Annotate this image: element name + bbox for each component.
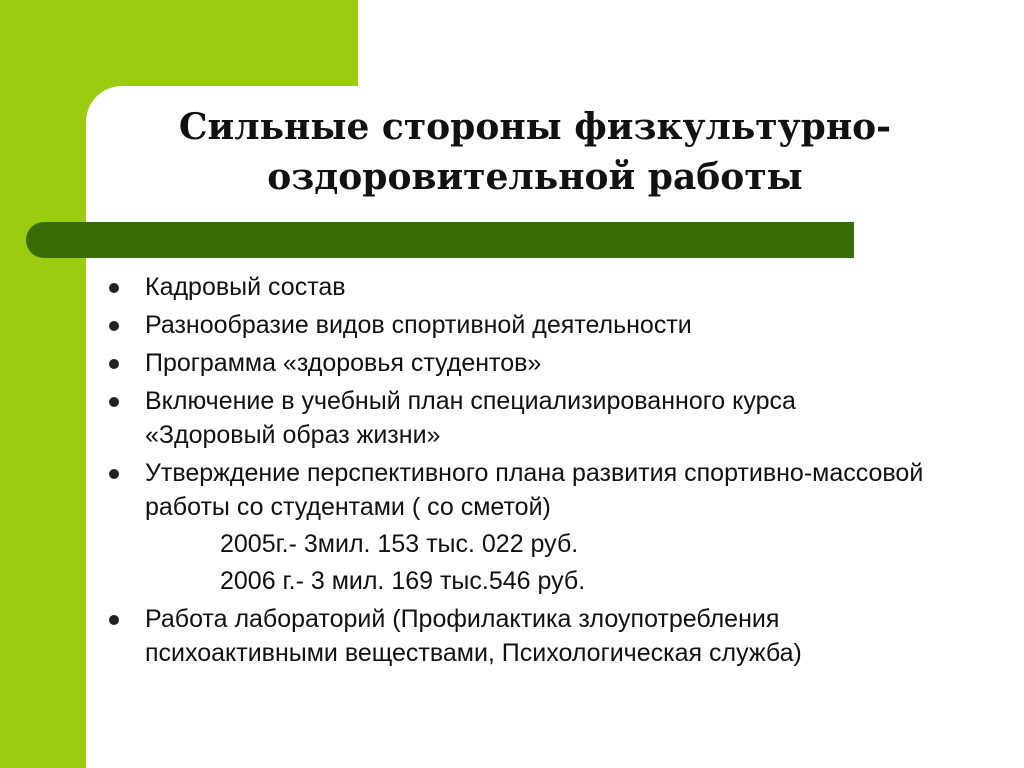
title-divider-bar — [26, 222, 854, 258]
list-item — [100, 384, 930, 452]
list-item-text: Работа лабораторий (Профилактика злоупотребления психоактивными веществами, Психологическая служба) — [145, 605, 802, 667]
list-item — [100, 346, 930, 380]
budget-line-text: 2005г.- 3мил. 153 тыс. 022 руб. — [220, 530, 579, 558]
bullet-dot-icon — [109, 283, 119, 293]
bullet-dot-icon — [109, 469, 119, 479]
list-item-text: Кадровый состав — [145, 273, 346, 301]
list-item — [100, 456, 930, 524]
slide-title-line-1: Сильные стороны физкультурно- — [178, 106, 892, 148]
slide-title — [140, 102, 930, 202]
list-item-text: Программа «здоровья студентов» — [145, 349, 542, 377]
budget-line-text: 2006 г.- 3 мил. 169 тыс.546 руб. — [220, 567, 586, 595]
list-item — [100, 602, 930, 670]
budget-line-2006 — [100, 564, 930, 598]
list-item-text: Включение в учебный план специализированного курса «Здоровый образ жизни» — [145, 387, 796, 449]
bullet-dot-icon — [109, 359, 119, 369]
bullet-list — [100, 266, 930, 670]
list-item — [100, 270, 930, 304]
list-item — [100, 308, 930, 342]
slide-title-line-2: оздоровительной работы — [267, 156, 803, 198]
budget-line-2005 — [100, 527, 930, 561]
list-item-text: Утверждение перспективного плана развития спортивно-массовой работы со студентами ( со сметой) — [145, 459, 924, 521]
list-item-text: Разнообразие видов спортивной деятельности — [145, 311, 692, 339]
bullet-dot-icon — [109, 321, 119, 331]
bullet-dot-icon — [109, 615, 119, 625]
bullet-dot-icon — [109, 397, 119, 407]
